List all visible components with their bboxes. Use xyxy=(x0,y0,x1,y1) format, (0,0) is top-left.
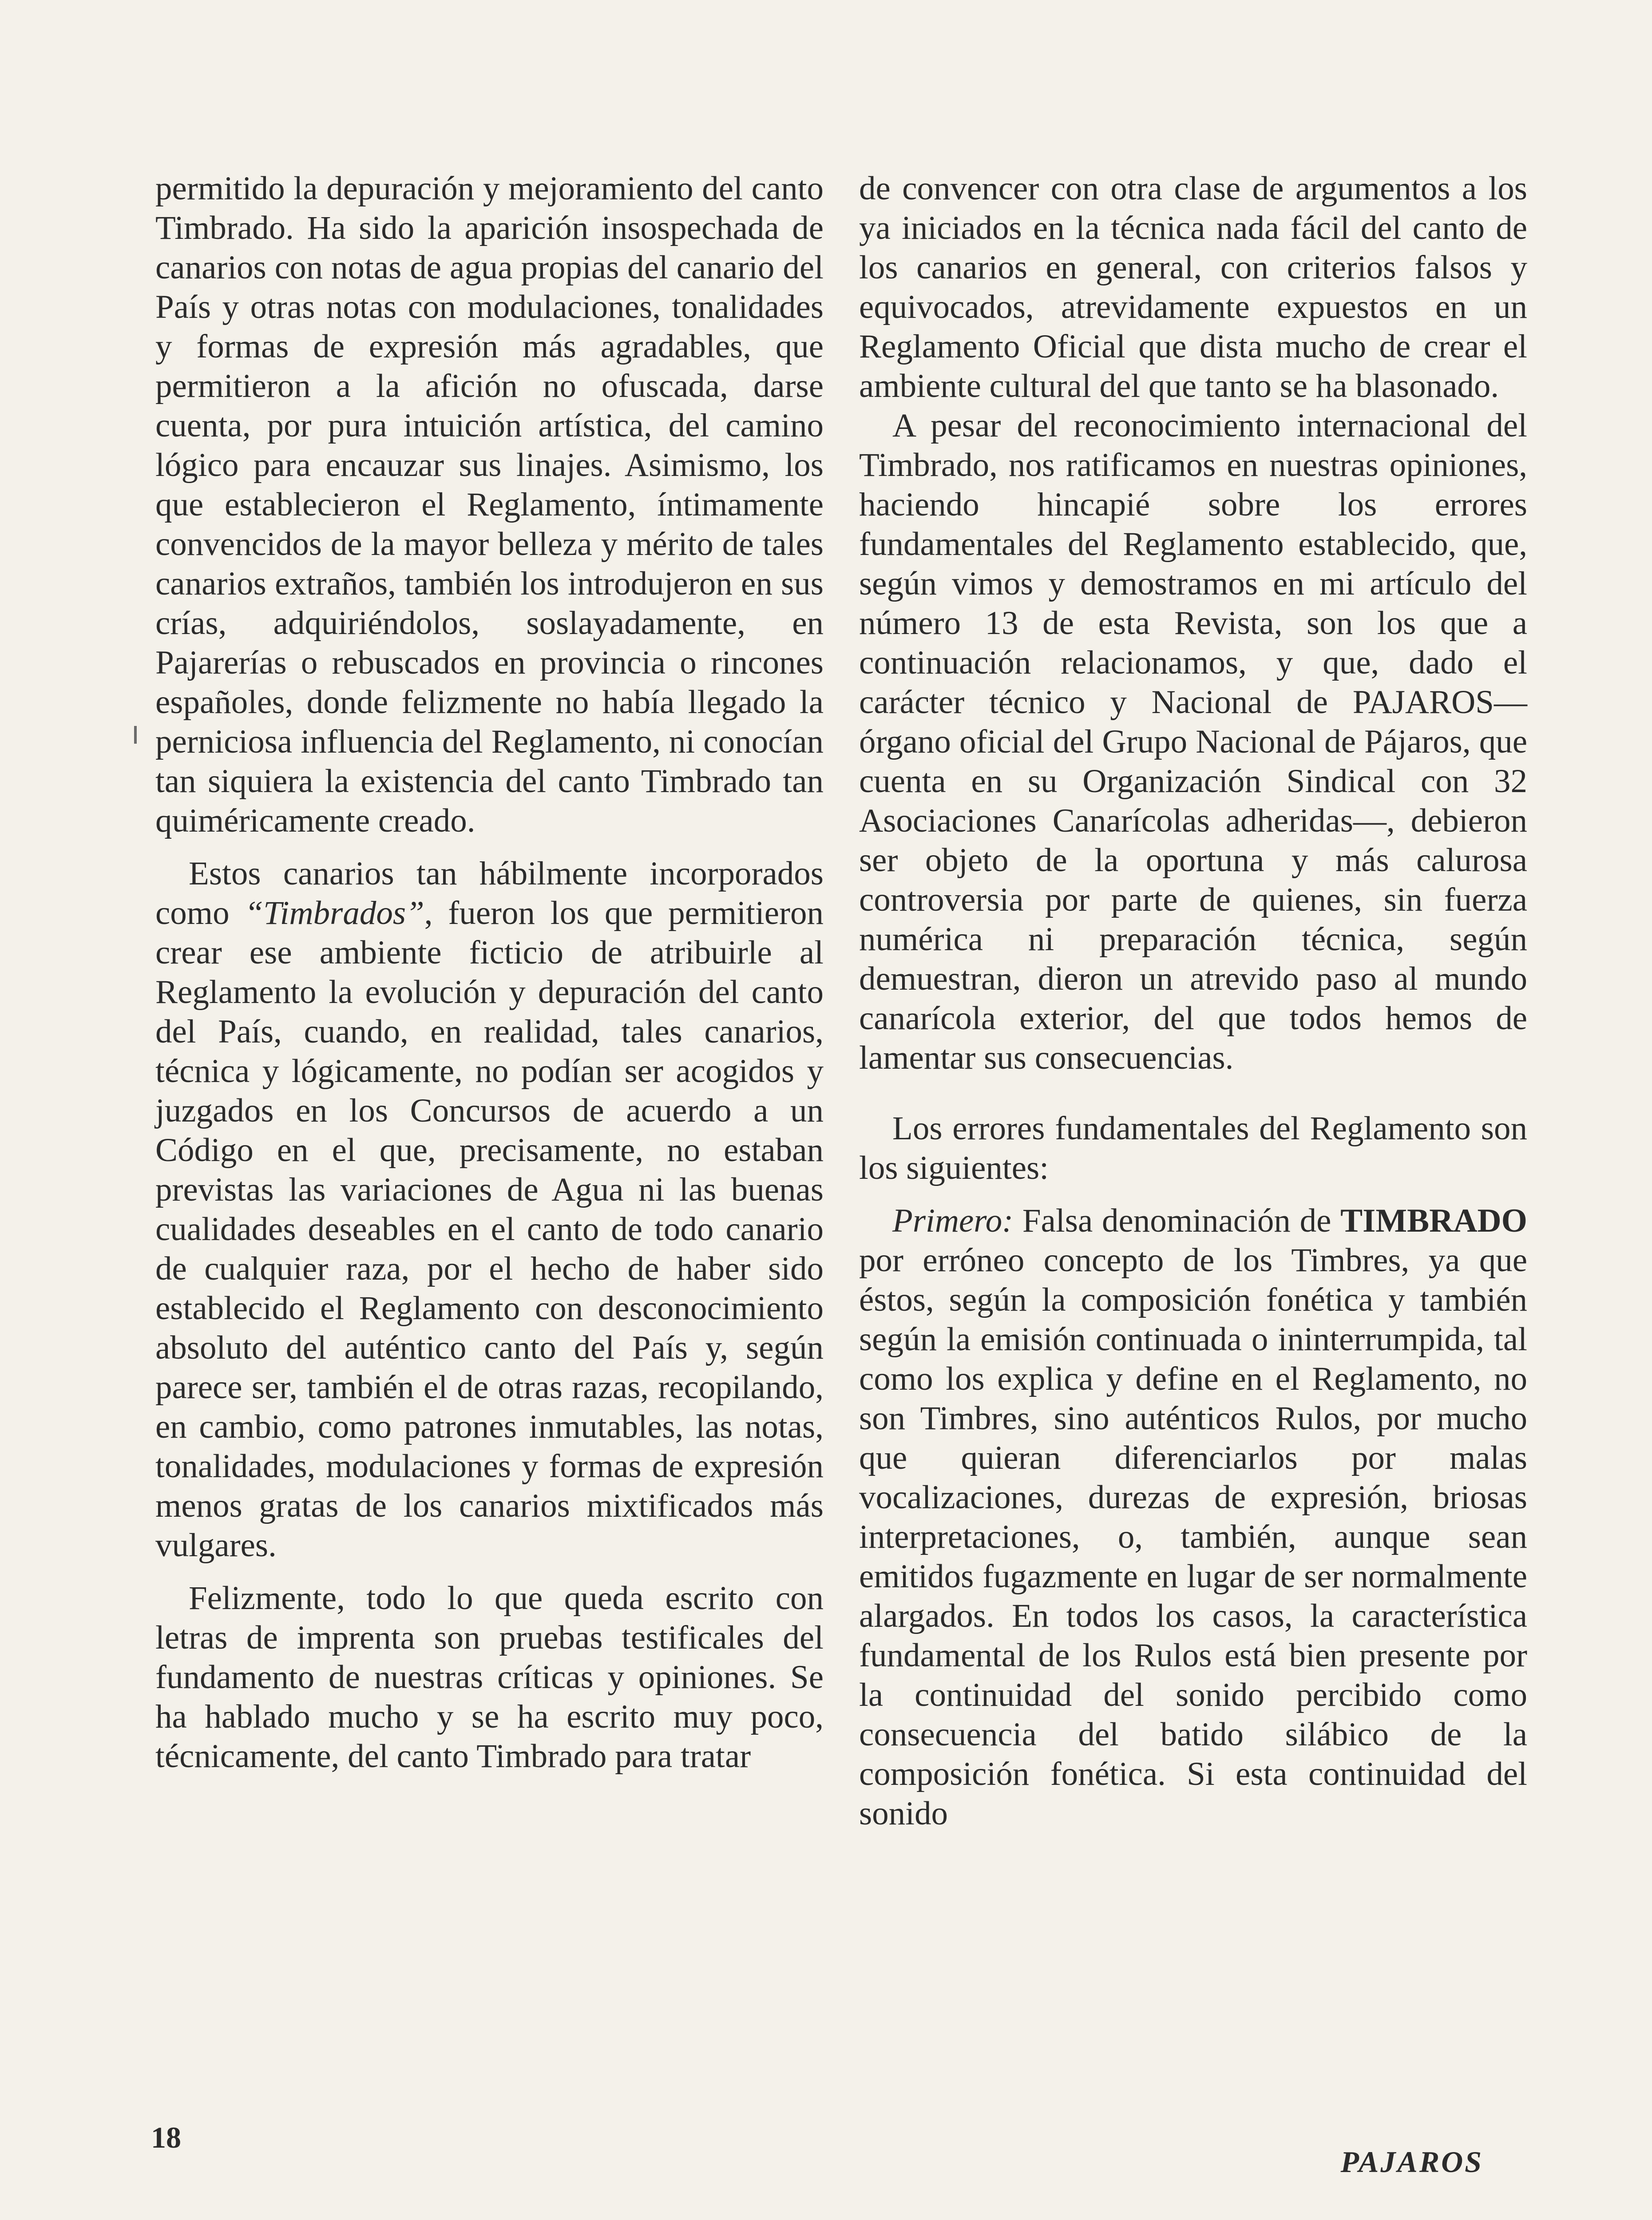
right-paragraph-3: Los errores fundamentales del Reglamento son los siguientes: xyxy=(859,1110,1527,1186)
right-paragraph-4 xyxy=(859,1201,1527,1833)
left-paragraph-1: permitido la depuración y mejoramiento del canto Timbrado. Ha sido la aparición insospechada de canarios con notas de agua propias del canario del País y otras notas con modulaciones, tonalidades y formas de expresión más agradables, que permitieron a la afición no ofuscada, darse cuenta, por pura intuición artística, del camino lógico para encauzar sus linajes. Asimismo, los que establecieron el Reglamento, íntimamente convencidos de la mayor belleza y mérito de tales canarios extraños, también los introdujeron en sus crías, adquiriéndolos, soslayadamente, en Pajarerías o rebuscados en provincia o rincones españoles, donde felizmente no había llegado la perniciosa influencia del Reglamento, ni conocían tan siquiera la existencia del canto Timbrado tan quiméricamente creado. xyxy=(155,170,824,839)
right-column xyxy=(859,169,1527,1833)
primero-label: Primero: xyxy=(892,1202,1014,1239)
left-paragraph-2-start: Estos canarios tan hábilmente incorporados como xyxy=(155,855,824,932)
left-paragraph-2 xyxy=(155,854,824,1565)
right-paragraph-4-end: por erróneo concepto de los Timbres, ya que éstos, según la composición fonética y también según la emisión continuada o ininterrumpida, tal como los explica y define en el Reglamento, no son Timbres, sino auténticos Rulos, por mucho que quieran diferenciarlos por malas vocalizaciones, durezas de expresión, briosas interpretaciones, o, también, aunque sean emitidos fugazmente en lugar de ser normalmente alargados. En todos los casos, la característica fundamental de los Rulos está bien presente por la continuidad del sonido percibido como consecuencia del batido silábico de la composición fonética. Si esta continuidad del sonido xyxy=(859,1242,1527,1832)
right-paragraph-1: de convencer con otra clase de argumentos a los ya iniciados en la técnica nada fácil del canto de los canarios en general, con criterios falsos y equivocados, atrevidamente expuestos en un Reglamento Oficial que dista mucho de crear el ambiente cultural del que tanto se ha blasonado. xyxy=(859,170,1527,404)
left-paragraph-2-end: , fueron los que permitieron crear ese ambiente ficticio de atribuirle al Reglamento la evolución y depuración del canto del País, cuando, en realidad, tales canarios, técnica y lógicamente, no podían ser acogidos y juzgados en los Concursos de acuerdo a un Código en el que, precisamente, no estaban previstas las variaciones de Agua ni las buenas cualidades deseables en el canto de todo canario de cualquier raza, por el hecho de haber sido establecido el Reglamento con desconocimiento absoluto del auténtico canto del País y, según parece ser, también el de otras razas, recopilando, en cambio, como patrones inmutables, las notas, tonalidades, modulaciones y formas de expresión menos gratas de los canarios mixtificados más vulgares. xyxy=(155,895,824,1564)
publication-name: PAJAROS xyxy=(1340,2145,1483,2179)
margin-mark xyxy=(134,726,137,744)
right-paragraph-4-start: Falsa denominación de xyxy=(1013,1202,1341,1239)
right-paragraph-2: A pesar del reconocimiento internacional del Timbrado, nos ratificamos en nuestras opiniones, haciendo hincapié sobre los errores fundamentales del Reglamento establecido, que, según vimos y demostramos en mi artículo del número 13 de esta Revista, son los que a continuación relacionamos, y que, dado el carácter técnico y Nacional de PAJAROS—órgano oficial del Grupo Nacional de Pájaros, que cuenta en su Organización Sindical con 32 Asociaciones Canarícolas adheridas—, debieron ser objeto de la oportuna y más calurosa controversia por parte de quienes, sin fuerza numérica ni preparación técnica, según demuestran, dieron un atrevido paso al mundo canarícola exterior, del que todos hemos de lamentar sus consecuencias. xyxy=(859,407,1527,1076)
timbrados-emphasis: “Timbrados” xyxy=(245,895,424,932)
left-paragraph-3: Felizmente, todo lo que queda escrito con letras de imprenta son pruebas testificales del fundamento de nuestras críticas y opiniones. Se ha hablado mucho y se ha escrito muy poco, técnicamente, del canto Timbrado para tratar xyxy=(155,1580,824,1775)
left-column xyxy=(155,169,824,1776)
page-number: 18 xyxy=(151,2121,181,2154)
timbrado-term: TIMBRADO xyxy=(1340,1202,1527,1239)
